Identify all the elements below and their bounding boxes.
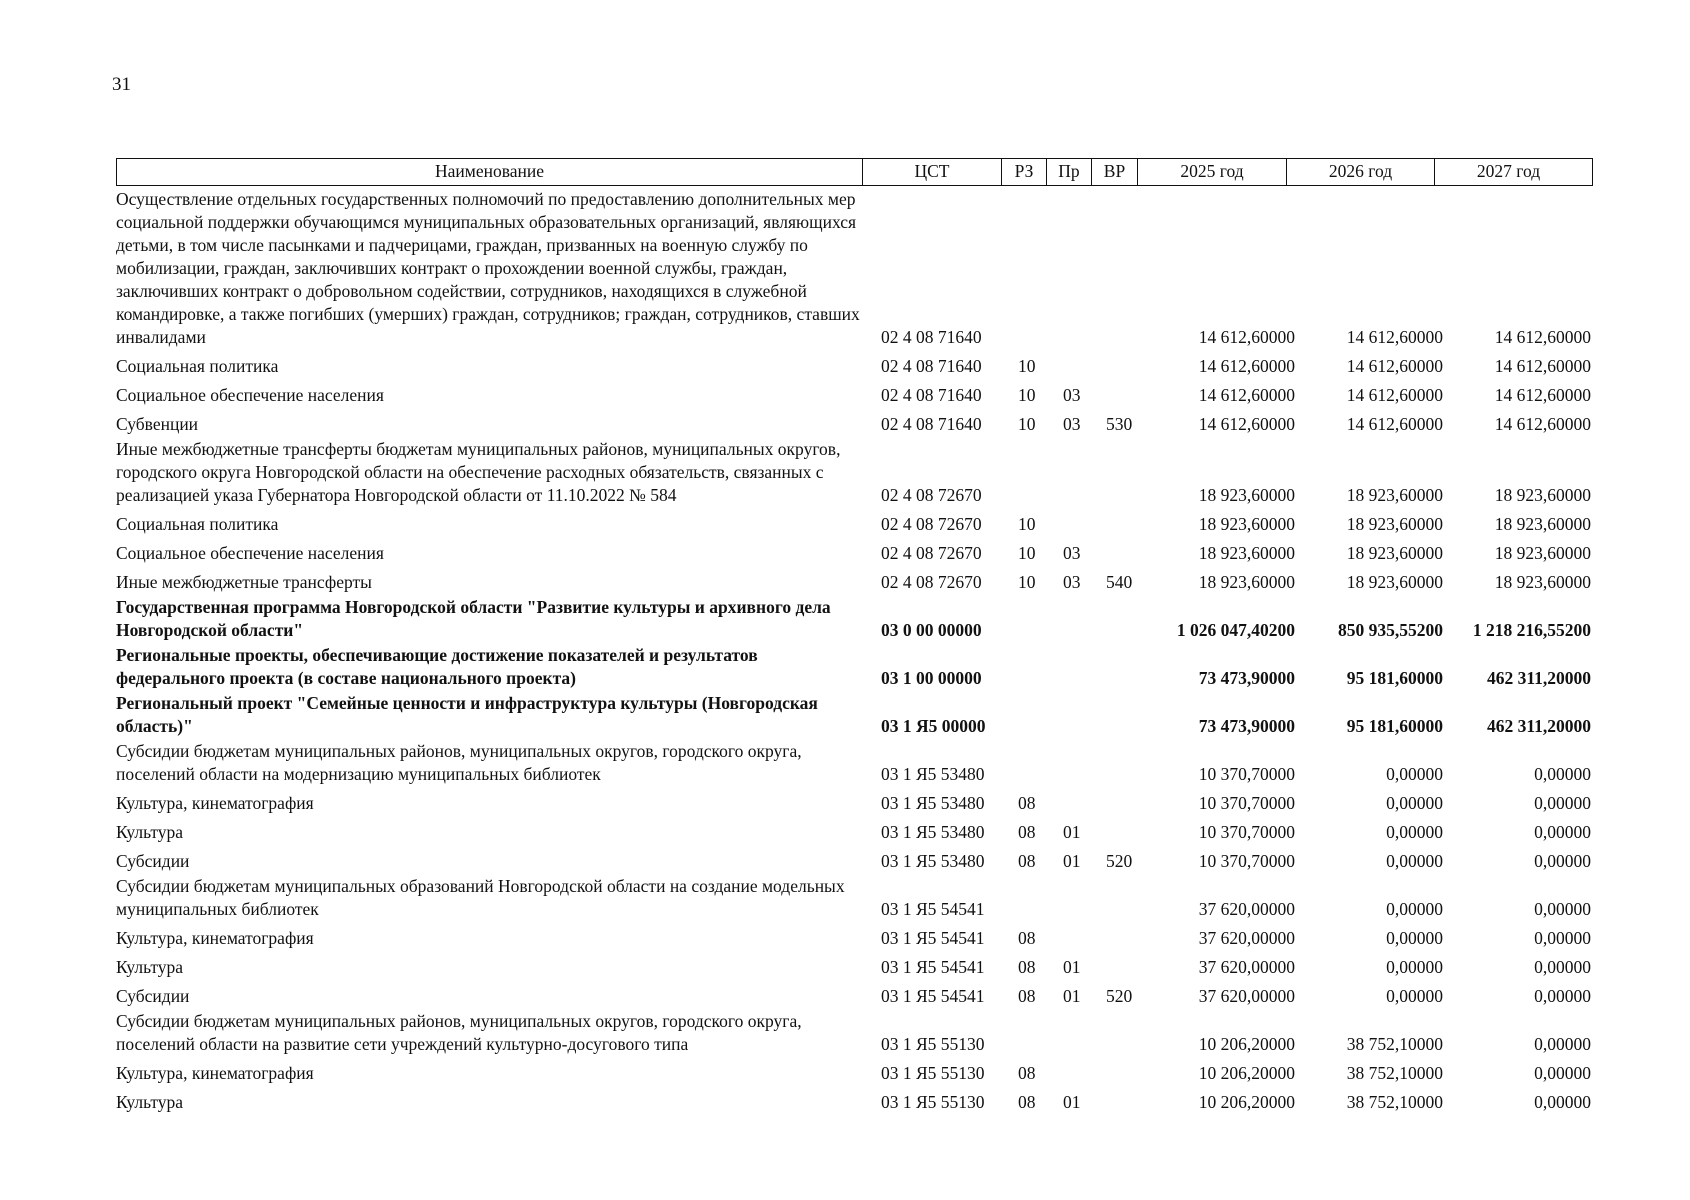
- cell-y2025: 18 923,60000: [1198, 572, 1295, 592]
- cell-pr: 01: [1063, 1092, 1081, 1112]
- cell-y2027: 0,00000: [1534, 899, 1591, 919]
- cell-name: Культура, кинематография: [116, 928, 314, 948]
- cell-pr: 03: [1063, 572, 1081, 592]
- cell-cst: 02 4 08 71640: [881, 327, 982, 347]
- cell-y2027: 0,00000: [1534, 957, 1591, 977]
- cell-rz: 10: [1018, 356, 1036, 376]
- cell-y2025: 10 370,70000: [1198, 793, 1295, 813]
- header-2026: 2026 год: [1286, 159, 1434, 185]
- cell-pr: 01: [1063, 851, 1081, 871]
- cell-y2025: 37 620,00000: [1198, 899, 1295, 919]
- cell-rz: 08: [1018, 928, 1036, 948]
- cell-cst: 03 1 Я5 53480: [881, 851, 985, 871]
- cell-name: Субвенции: [116, 414, 199, 434]
- table-row: [116, 983, 1593, 1008]
- cell-y2025: 18 923,60000: [1198, 543, 1295, 563]
- cell-cst: 03 1 Я5 55130: [881, 1063, 985, 1083]
- cell-name: Осуществление отдельных государственных полномочий по предоставлению дополнительных мер социальной поддержки обучающимся муниципальных образовательных организаций, являющихся детьми, в том числе пасынками и падчерицами, граждан, призванных на военную службу по мобилизации, граждан, заключивших контракт о прохождении военной службы, граждан, заключивших контракт о добровольном содействии, сотрудников, находящихся в служебной командировке, а также погибших (умерших) граждан, сотрудников; граждан, сотрудников, ставших инвалидами: [116, 189, 860, 347]
- cell-cst: 03 0 00 00000: [881, 620, 982, 640]
- table-row: [116, 1008, 1593, 1056]
- cell-y2027: 14 612,60000: [1494, 356, 1591, 376]
- cell-y2025: 14 612,60000: [1198, 414, 1295, 434]
- cell-y2026: 14 612,60000: [1346, 356, 1443, 376]
- cell-y2025: 10 206,20000: [1198, 1034, 1295, 1054]
- cell-cst: 02 4 08 72670: [881, 514, 982, 534]
- header-2025: 2025 год: [1137, 159, 1286, 185]
- cell-cst: 02 4 08 72670: [881, 543, 982, 563]
- cell-y2025: 10 370,70000: [1198, 822, 1295, 842]
- cell-y2025: 1 026 047,40200: [1176, 620, 1295, 640]
- cell-y2026: 18 923,60000: [1346, 485, 1443, 505]
- table-row: [116, 594, 1593, 642]
- cell-name: Региональные проекты, обеспечивающие достижение показателей и результатов федерального проекта (в составе национального проекта): [116, 645, 758, 688]
- cell-name: Субсидии бюджетам муниципальных районов, муниципальных округов, городского округа, поселений области на развитие сети учреждений культурно-досугового типа: [116, 1011, 802, 1054]
- table-row: [116, 848, 1593, 873]
- cell-y2026: 0,00000: [1386, 957, 1443, 977]
- cell-y2027: 18 923,60000: [1494, 572, 1591, 592]
- cell-name: Субсидии бюджетам муниципальных образований Новгородской области на создание модельных муниципальных библиотек: [116, 876, 845, 919]
- cell-rz: 08: [1018, 1092, 1036, 1112]
- cell-cst: 03 1 Я5 54541: [881, 899, 985, 919]
- cell-rz: 10: [1018, 414, 1036, 434]
- cell-cst: 02 4 08 71640: [881, 385, 982, 405]
- cell-rz: 08: [1018, 793, 1036, 813]
- cell-rz: 10: [1018, 385, 1036, 405]
- cell-y2027: 18 923,60000: [1494, 485, 1591, 505]
- cell-y2027: 0,00000: [1534, 793, 1591, 813]
- table-row: [116, 353, 1593, 378]
- header-name: Наименование: [434, 161, 545, 181]
- cell-y2026: 0,00000: [1386, 986, 1443, 1006]
- cell-rz: 08: [1018, 957, 1036, 977]
- cell-y2025: 73 473,90000: [1198, 716, 1295, 736]
- cell-name: Культура: [116, 822, 184, 842]
- table-row: [116, 954, 1593, 979]
- table-body: [116, 186, 1593, 1114]
- cell-vr: 540: [1106, 572, 1133, 592]
- cell-pr: 03: [1063, 414, 1081, 434]
- table-row: [116, 569, 1593, 594]
- cell-y2025: 37 620,00000: [1198, 986, 1295, 1006]
- cell-cst: 03 1 Я5 55130: [881, 1092, 985, 1112]
- table-row: [116, 642, 1593, 690]
- cell-y2026: 18 923,60000: [1346, 543, 1443, 563]
- cell-y2027: 462 311,20000: [1486, 716, 1591, 736]
- cell-cst: 03 1 Я5 53480: [881, 764, 985, 784]
- cell-name: Культура, кинематография: [116, 1063, 314, 1083]
- cell-y2027: 0,00000: [1534, 1092, 1591, 1112]
- cell-cst: 03 1 Я5 54541: [881, 957, 985, 977]
- cell-y2027: 0,00000: [1534, 986, 1591, 1006]
- cell-y2027: 14 612,60000: [1494, 385, 1591, 405]
- table-row: [116, 411, 1593, 436]
- table-row: [116, 1060, 1593, 1085]
- cell-pr: 03: [1063, 385, 1081, 405]
- table-row: [116, 925, 1593, 950]
- cell-y2026: 95 181,60000: [1346, 668, 1443, 688]
- cell-y2026: 18 923,60000: [1346, 514, 1443, 534]
- table-row: [116, 738, 1593, 786]
- cell-y2026: 0,00000: [1386, 851, 1443, 871]
- cell-rz: 10: [1018, 514, 1036, 534]
- cell-y2027: 14 612,60000: [1494, 327, 1591, 347]
- table-row: [116, 690, 1593, 738]
- cell-y2026: 850 935,55200: [1338, 620, 1443, 640]
- cell-cst: 03 1 Я5 54541: [881, 986, 985, 1006]
- table-row: [116, 186, 1593, 349]
- page-number: 31: [112, 74, 131, 95]
- table-row: [116, 382, 1593, 407]
- cell-y2026: 14 612,60000: [1346, 414, 1443, 434]
- cell-y2026: 14 612,60000: [1346, 385, 1443, 405]
- header-pr: Пр: [1046, 159, 1091, 185]
- table-row: [116, 819, 1593, 844]
- cell-name: Социальная политика: [116, 514, 279, 534]
- cell-cst: 02 4 08 71640: [881, 356, 982, 376]
- cell-y2027: 18 923,60000: [1494, 514, 1591, 534]
- cell-y2025: 18 923,60000: [1198, 514, 1295, 534]
- cell-name: Социальное обеспечение населения: [116, 385, 384, 405]
- cell-y2026: 14 612,60000: [1346, 327, 1443, 347]
- cell-name: Региональный проект "Семейные ценности и инфраструктура культуры (Новгородская область)": [116, 693, 818, 736]
- cell-vr: 520: [1106, 986, 1133, 1006]
- cell-rz: 10: [1018, 543, 1036, 563]
- cell-y2026: 18 923,60000: [1346, 572, 1443, 592]
- cell-rz: 08: [1018, 851, 1036, 871]
- table-row: [116, 436, 1593, 507]
- table-row: [116, 511, 1593, 536]
- cell-y2026: 95 181,60000: [1346, 716, 1443, 736]
- cell-y2025: 10 370,70000: [1198, 764, 1295, 784]
- cell-y2025: 14 612,60000: [1198, 356, 1295, 376]
- cell-y2026: 0,00000: [1386, 764, 1443, 784]
- cell-y2027: 18 923,60000: [1494, 543, 1591, 563]
- cell-y2027: 0,00000: [1534, 1034, 1591, 1054]
- cell-cst: 03 1 00 00000: [881, 668, 982, 688]
- cell-y2025: 37 620,00000: [1198, 928, 1295, 948]
- table-row: [116, 790, 1593, 815]
- cell-y2026: 0,00000: [1386, 928, 1443, 948]
- cell-cst: 03 1 Я5 00000: [881, 716, 986, 736]
- cell-y2025: 73 473,90000: [1198, 668, 1295, 688]
- header-vr: ВР: [1091, 159, 1137, 185]
- cell-name: Иные межбюджетные трансферты бюджетам муниципальных районов, муниципальных округов, городского округа Новгородской области на обеспечение расходных обязательств, связанных с реализацией указа Губернатора Новгородской области от 11.10.2022 № 584: [116, 439, 841, 505]
- cell-name: Культура, кинематография: [116, 793, 314, 813]
- cell-y2027: 1 218 216,55200: [1472, 620, 1591, 640]
- cell-y2027: 0,00000: [1534, 764, 1591, 784]
- cell-y2026: 0,00000: [1386, 899, 1443, 919]
- cell-cst: 03 1 Я5 55130: [881, 1034, 985, 1054]
- budget-table: [116, 158, 1593, 1114]
- cell-pr: 01: [1063, 822, 1081, 842]
- cell-cst: 03 1 Я5 53480: [881, 793, 985, 813]
- cell-cst: 02 4 08 71640: [881, 414, 982, 434]
- cell-cst: 03 1 Я5 53480: [881, 822, 985, 842]
- cell-y2025: 10 206,20000: [1198, 1063, 1295, 1083]
- cell-rz: 08: [1018, 1063, 1036, 1083]
- cell-y2025: 10 206,20000: [1198, 1092, 1295, 1112]
- cell-rz: 08: [1018, 986, 1036, 1006]
- table-row: [116, 540, 1593, 565]
- cell-name: Субсидии: [116, 851, 190, 871]
- cell-y2027: 0,00000: [1534, 822, 1591, 842]
- cell-name: Культура: [116, 957, 184, 977]
- header-cst: ЦСТ: [862, 159, 1001, 185]
- cell-y2026: 0,00000: [1386, 793, 1443, 813]
- cell-y2025: 37 620,00000: [1198, 957, 1295, 977]
- cell-cst: 02 4 08 72670: [881, 485, 982, 505]
- cell-y2027: 0,00000: [1534, 1063, 1591, 1083]
- cell-y2027: 462 311,20000: [1486, 668, 1591, 688]
- cell-name: Социальная политика: [116, 356, 279, 376]
- cell-vr: 530: [1106, 414, 1133, 434]
- cell-y2027: 0,00000: [1534, 851, 1591, 871]
- cell-y2025: 14 612,60000: [1198, 385, 1295, 405]
- cell-y2026: 38 752,10000: [1346, 1092, 1443, 1112]
- cell-pr: 03: [1063, 543, 1081, 563]
- cell-name: Иные межбюджетные трансферты: [116, 572, 372, 592]
- cell-name: Государственная программа Новгородской области "Развитие культуры и архивного дела Новгородской области": [116, 597, 831, 640]
- cell-name: Субсидии: [116, 986, 190, 1006]
- cell-y2025: 18 923,60000: [1198, 485, 1295, 505]
- cell-y2025: 10 370,70000: [1198, 851, 1295, 871]
- header-rz: РЗ: [1001, 159, 1046, 185]
- cell-y2027: 0,00000: [1534, 928, 1591, 948]
- table-header: [116, 158, 1593, 186]
- cell-y2026: 38 752,10000: [1346, 1063, 1443, 1083]
- cell-pr: 01: [1063, 986, 1081, 1006]
- cell-y2027: 14 612,60000: [1494, 414, 1591, 434]
- cell-vr: 520: [1106, 851, 1133, 871]
- header-2027: 2027 год: [1434, 159, 1582, 185]
- table-row: [116, 1089, 1593, 1114]
- cell-y2026: 0,00000: [1386, 822, 1443, 842]
- cell-rz: 08: [1018, 822, 1036, 842]
- cell-name: Субсидии бюджетам муниципальных районов, муниципальных округов, городского округа, поселений области на модернизацию муниципальных библиотек: [116, 741, 802, 784]
- cell-pr: 01: [1063, 957, 1081, 977]
- cell-y2026: 38 752,10000: [1346, 1034, 1443, 1054]
- cell-name: Культура: [116, 1092, 184, 1112]
- table-row: [116, 873, 1593, 921]
- cell-name: Социальное обеспечение населения: [116, 543, 384, 563]
- cell-rz: 10: [1018, 572, 1036, 592]
- cell-cst: 03 1 Я5 54541: [881, 928, 985, 948]
- cell-y2025: 14 612,60000: [1198, 327, 1295, 347]
- cell-cst: 02 4 08 72670: [881, 572, 982, 592]
